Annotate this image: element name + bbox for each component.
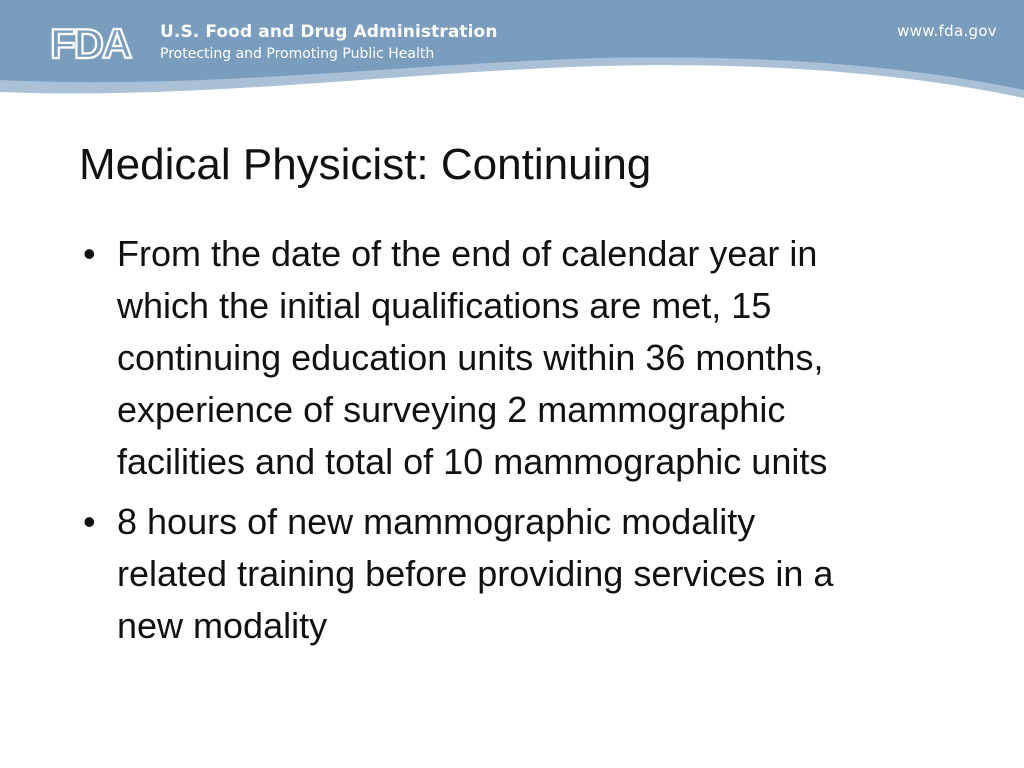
banner-background (0, 0, 1024, 120)
bullet-line: 8 hours of new mammographic modality (117, 501, 756, 542)
slide-title: Medical Physicist: Continuing (79, 140, 652, 189)
bullet-icon: • (83, 501, 96, 542)
bullet-list (79, 228, 979, 660)
bullet-line: continuing education units within 36 months, (117, 337, 824, 378)
fda-logo (50, 22, 148, 64)
bullet-line: new modality (117, 605, 328, 646)
bullet-item (79, 228, 979, 488)
bullet-line: related training before providing services in a (117, 553, 834, 594)
svg-text:FDA: FDA (50, 22, 131, 64)
bullet-icon: • (83, 233, 96, 274)
header-banner (0, 0, 1024, 120)
agency-name: U.S. Food and Drug Administration (160, 22, 498, 42)
bullet-line: From the date of the end of calendar year in (117, 233, 818, 274)
agency-block (160, 22, 498, 64)
agency-tagline: Protecting and Promoting Public Health (160, 46, 435, 62)
site-url: www.fda.gov (897, 22, 997, 40)
bullet-line: experience of surveying 2 mammographic (117, 389, 786, 430)
bullet-line: facilities and total of 10 mammographic units (117, 441, 828, 482)
bullet-item (79, 496, 979, 652)
bullet-line: which the initial qualifications are met, 15 (117, 285, 772, 326)
